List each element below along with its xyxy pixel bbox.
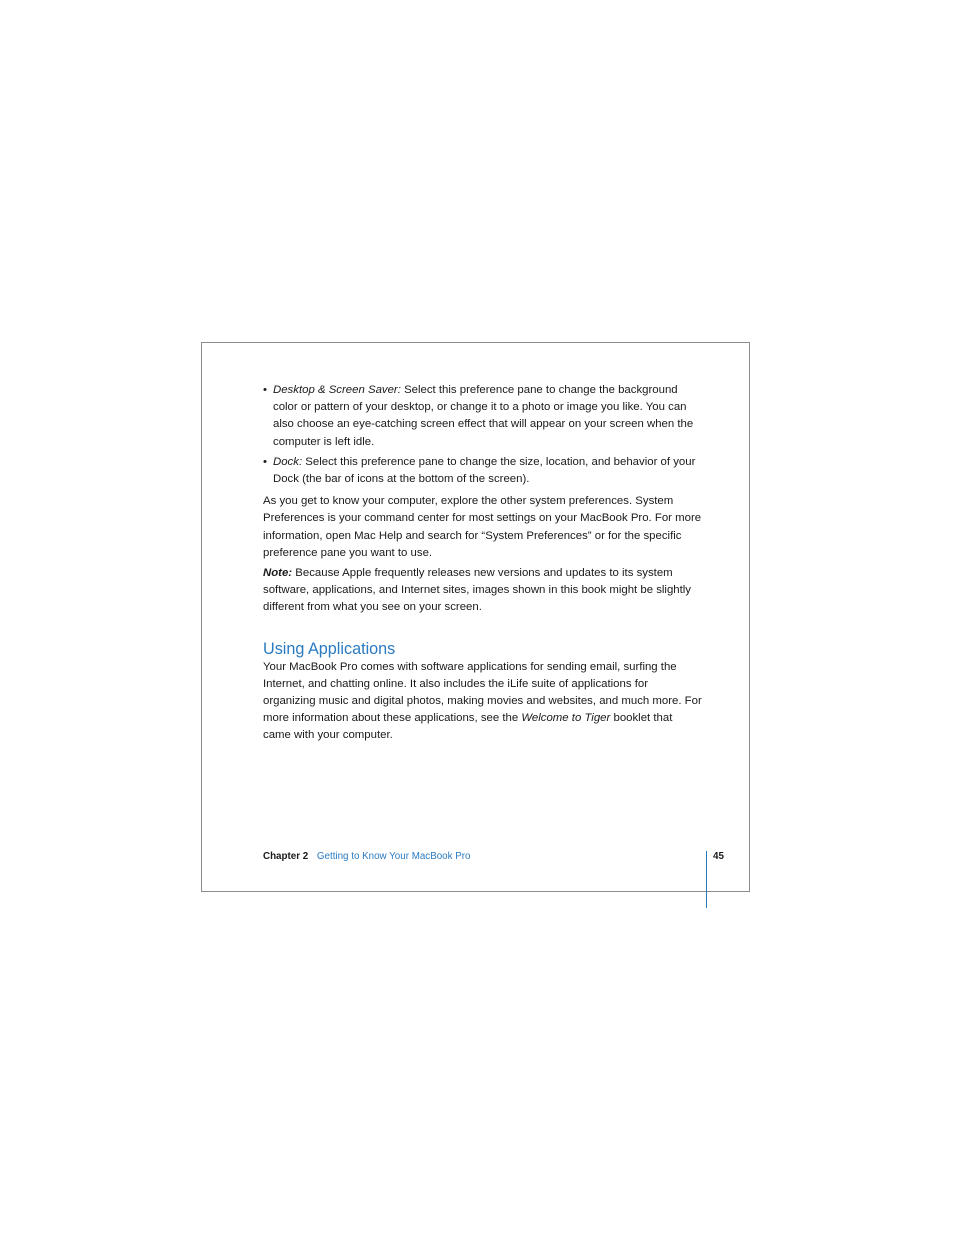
- bullet-lead: Desktop & Screen Saver:: [273, 384, 401, 396]
- list-item: [263, 382, 703, 451]
- section-text-before: Your MacBook Pro comes with software applications for sending email, surfing the Internet, and chatting online. It also includes the iLife suite of applications for organizing music and digital photos, making movies and websites, and much more. For more information about these applications, see the: [263, 660, 702, 725]
- page-number-divider: [706, 851, 707, 908]
- list-item: [263, 454, 703, 488]
- chapter-title: Getting to Know Your MacBook Pro: [316, 851, 471, 862]
- bullet-list: [263, 382, 703, 488]
- chapter-label: Chapter 2: [263, 851, 309, 862]
- note-text: Because Apple frequently releases new versions and updates to its system software, applications, and Internet sites, images shown in this book might be slightly different from what you see on your screen.: [263, 567, 692, 614]
- page-content: [263, 382, 703, 748]
- bullet-lead: Dock:: [273, 455, 303, 468]
- body-paragraph: As you get to know your computer, explore the other system preferences. System Preferences is your command center for most settings on your MacBook Pro. For more information, open Mac Help and search for “System Preferences” or for the specific preference pane you want to use.: [263, 495, 702, 559]
- booklet-title: Welcome to Tiger: [521, 712, 611, 725]
- bullet-text: Select this preference pane to change the size, location, and behavior of your Dock (the bar of icons at the bottom of the screen).: [273, 455, 696, 486]
- note-paragraph: [263, 565, 703, 617]
- page-number: 45: [713, 851, 724, 862]
- section-text-after: booklet that came with your computer.: [263, 712, 673, 742]
- bullet-text: Select this preference pane to change the background color or pattern of your desktop, or change it to a photo or image you like. You can also choose an eye-catching screen effect that will appear on your screen when the computer is left idle.: [273, 384, 694, 448]
- note-label: Note:: [263, 567, 293, 580]
- section-paragraph: [263, 659, 703, 745]
- bullet-icon: •: [263, 384, 267, 396]
- bullet-icon: •: [263, 455, 267, 468]
- page-footer: [263, 851, 471, 863]
- section-heading: Using Applications: [263, 639, 396, 658]
